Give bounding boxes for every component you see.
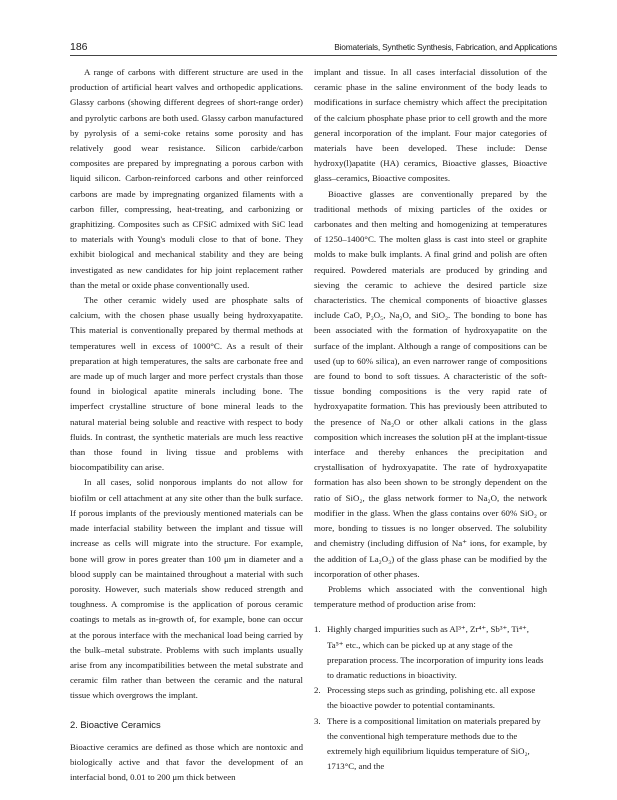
section-heading: 2. Bioactive Ceramics [70, 718, 161, 730]
paragraph-bioactive-definition: Bioactive ceramics are defined as those which are nontoxic and biologically active and that favor the development of an interfacial bond, 0.01 to 200 μm thick between [70, 741, 303, 782]
list-item [314, 622, 547, 683]
list-number: 2. [314, 685, 321, 696]
list-text: There is a compositional limitation on materials prepared by the conventional high temperature methods due to the extremely high equilibrium liquidus temperature of SiO₂, 1713°C, and the [327, 715, 541, 772]
list-number: 3. [314, 715, 321, 726]
paragraph-carbons: A range of carbons with different structure are used in the production of artificial heart valves and orthopedic applications. Glassy carbons (showing different degrees of short-range order) and pyrolytic carbons are both used. Glassy carbon manufactured by pyrolysis of a semi-coke retains some porosity and has relatively good wear resistance. Silicon carbide/carbon composites are prepared by impregnating a porous carbon with liquid silicon. Carbon-reinforced carbons and other reinforced carbons are made by impregnating organized filaments with a carbon filler, compressing, heat-treating, and carbonizing or graphitizing. Composites such as CFSiC admixed with SiC lead to materials with Young's moduli close to that of bone. They exhibit biological and mechanical stability and they are being investigated as new candidates for hip joint replacement rather than the metal or oxide phase conventionally used. [70, 67, 303, 290]
paragraph-phosphates: The other ceramic widely used are phosphate salts of calcium, with the chosen phase usually being hydroxyapatite. This material is conventionally prepared by thermal methods at temperatures well in excess of 1000°C. As a result of their preparation at high temperatures, the salts are carbonate free and are made up of much larger and more perfect crystals than those found in biological apatite minerals including bone. The imperfect crystalline structure of bone mineral leads to the natural material being soluble and reactive with respect to body fluids. In contrast, the synthetic materials are much less reactive than those found in living tissue and problems with biocompatibility can arise. [70, 295, 303, 473]
paragraph-interface: implant and tissue. In all cases interfacial dissolution of the ceramic phase in the saline environment of the body leads to modifications in surface chemistry which affect the precipitation of the calcium phosphate phase prior to cell growth and the more general incorporation of the implant. Four major categories of materials have been developed. These include: Dense hydroxy(l)apatite (HA) ceramics, Bioactive glasses, Bioactive glass–ceramics, Bioactive composites. [314, 67, 547, 184]
page-number: 186 [70, 41, 88, 53]
running-title: Biomaterials, Synthetic Synthesis, Fabrication, and Applications [334, 42, 557, 52]
right-column [314, 65, 547, 774]
paragraph-problems-intro: Problems which associated with the conventional high temperature method of production arise from: [314, 583, 547, 610]
paragraph-bioactive-glasses: Bioactive glasses are conventionally prepared by the traditional methods of mixing particles of the oxides or carbonates and then melting and homogenizing at temperatures of 1250–1400°C. The molten glass is cast into steel or graphite molds to make bulk implants. A final grind and polish are often required. Powdered materials are produced by grinding and sieving the ceramic to achieve the desired particle size characteristics. The chemical components of bioactive glasses include CaO, P₂O₅, Na₂O, and SiO₂. The bonding to bone has been associated with the formation of hydroxyapatite on the surface of the implant. Although a range of compositions can be used (up to 60% silica), an even narrower range of compositions are found to bond to soft tissues. A characteristic of the soft-tissue bonding compositions is the very rapid rate of hydroxyapatite formation. This has previously been attributed to the presence of Na₂O or other alkali cations in the glass composition which increases the solution pH at the implant-tissue interface and thereby enhances the precipitation and crystallisation of hydroxyapatite. The rate of hydroxyapatite formation has also been shown to be strongly dependent on the ratio of SiO₂, the glass network former to Na₂O, the network modifier in the glass. When the glass contains over 60% SiO₂ or more, bonding to tissues is no longer observed. The solubility and chemistry (including diffusion of Na⁺ ions, for example, by the addition of La₂O₃) of the glass phase can be modified by the incorporation of other phases. [314, 188, 547, 579]
running-head [70, 41, 557, 56]
list-number: 1. [314, 624, 321, 635]
list-text: Processing steps such as grinding, polishing etc. all expose the bioactive powder to potential contaminants. [327, 685, 536, 711]
list-text: Highly charged impurities such as Al³⁺, Zr⁴⁺, Sb³⁺, Ti⁴⁺, Ta⁵⁺ etc., which can be picked up at any stage of the preparation process. The incorporation of impurity ions leads to dramatic reductions in bioactivity. [327, 624, 544, 680]
left-column [70, 65, 303, 785]
list-item [314, 714, 547, 775]
problems-list [314, 622, 547, 774]
paragraph-porous-implants: In all cases, solid nonporous implants do not allow for biofilm or cell attachment at any site other than the bulk surface. If porous implants of the previously mentioned materials can be made interfacial stability between the implant and tissue will increase as cells will migrate into the structure. For example, bone will grow in pores greater than 100 μm in diameter and a blood supply can be maintained throughout a material with such porosity. However, such materials show reduced strength and toughness. A compromise is the application of porous ceramic coatings to metals as in-growth of, for example, bone can occur at the porous interface with the mechanical load being carried by the bulk–metal substrate. Problems with such implants usually arise from any incompatibilities between the metal substrate and ceramic film rather than between the ceramic and the natural tissue which overgrows the implant. [70, 477, 303, 701]
list-item [314, 683, 547, 713]
